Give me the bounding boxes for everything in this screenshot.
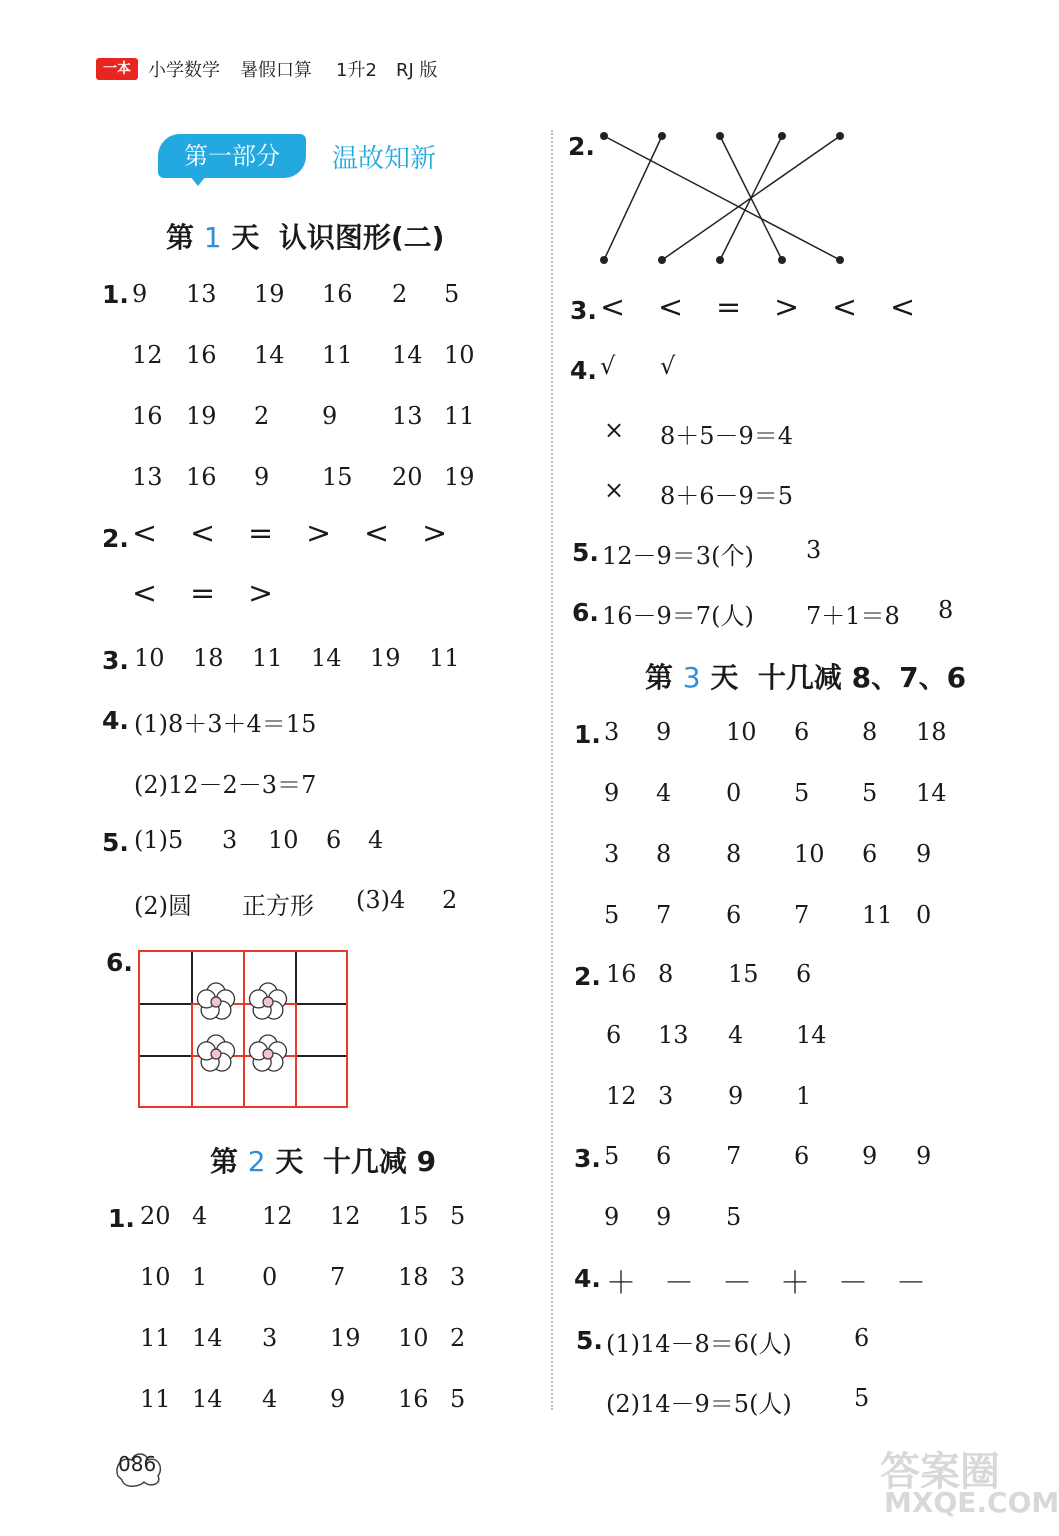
day1-q4-label: 4. (102, 706, 129, 735)
day1-q6-label: 6. (106, 948, 133, 977)
flower-icon (197, 983, 234, 1019)
day2-q1-label: 1. (108, 1204, 135, 1233)
answer-value: 2 (442, 886, 458, 914)
brand-logo: 一本 (96, 58, 138, 80)
day1-title: 第 1 天 认识图形(二) (166, 221, 445, 254)
answer-value: 8 (938, 596, 954, 624)
answer-value: 9 (604, 1203, 620, 1231)
answer-value: 3 (806, 536, 822, 564)
answer-value: 16 (606, 960, 637, 988)
answer-value: 9 (728, 1082, 744, 1110)
answer-value: 15 (322, 463, 353, 491)
compare-symbol: < (890, 290, 916, 325)
answer-value: 8 (656, 840, 672, 868)
answer-value: 14 (311, 644, 342, 672)
day2-q5-label: 5. (572, 538, 599, 567)
answer-value: 7 (330, 1263, 346, 1291)
equation: (1)14－8＝6(人) (606, 1330, 792, 1358)
answer-value: 14 (192, 1324, 223, 1352)
answer-value: (3)4 (356, 886, 406, 914)
answer-value: 12 (262, 1202, 293, 1230)
operator-symbol: － (722, 1266, 752, 1301)
answer-value: 3 (604, 718, 620, 746)
compare-symbol: < (190, 516, 216, 551)
compare-symbol: < (132, 576, 158, 611)
answer-value: 16 (186, 341, 217, 369)
day3-q2-label: 2. (574, 962, 601, 991)
answer-value: 6 (326, 826, 342, 854)
answer-value: 5 (862, 779, 878, 807)
answer-value: 3 (604, 840, 620, 868)
answer-value: 2 (450, 1324, 466, 1352)
header-book: 暑假口算 (240, 60, 312, 81)
day1-q1-label: 1. (102, 280, 129, 309)
answer-value: 11 (322, 341, 353, 369)
answer-value: 14 (254, 341, 285, 369)
answer-value: 9 (656, 718, 672, 746)
answer-value: 5 (450, 1202, 466, 1230)
answer-value: 20 (392, 463, 423, 491)
answer-value: 16 (186, 463, 217, 491)
cross-mark: × (604, 476, 625, 504)
flowers (138, 950, 348, 1108)
answer-value: 11 (429, 644, 460, 672)
equation: 16－9＝7(人) (602, 602, 754, 630)
answer-value: 10 (268, 826, 299, 854)
compare-symbol: > (422, 516, 448, 551)
answer-value: 5 (794, 779, 810, 807)
answer-value: 12 (606, 1082, 637, 1110)
page-number: 086 (118, 1452, 157, 1476)
equation: 12－9＝3(个) (602, 542, 754, 570)
answer-value: 5 (854, 1384, 870, 1412)
watermark-text: 答案圈 (880, 1449, 1000, 1495)
day3-title: 第 3 天 十几减 8、7、6 (645, 661, 967, 694)
answer-value: 11 (140, 1385, 171, 1413)
answer-value: 5 (604, 901, 620, 929)
day3-q4-label: 4. (574, 1264, 601, 1293)
day1-q5-label: 5. (102, 828, 129, 857)
answer-value: 9 (132, 280, 148, 308)
answer-value: 2 (254, 402, 270, 430)
operator-symbol: ＋ (606, 1266, 636, 1301)
answer-value: 2 (392, 280, 408, 308)
equation: 8＋5－9＝4 (660, 422, 794, 450)
answer-value: 12 (330, 1202, 361, 1230)
answer-value: 19 (254, 280, 285, 308)
answer-value: 12 (132, 341, 163, 369)
answer-value: 10 (134, 644, 165, 672)
day2-q6-label: 6. (572, 598, 599, 627)
day2-q2-label: 2. (568, 132, 595, 161)
header-grade: 1升2 (336, 60, 377, 81)
day1-q2-label: 2. (102, 524, 129, 553)
answer-value: 19 (370, 644, 401, 672)
answer-value: 4 (368, 826, 384, 854)
flower-icon (197, 1035, 234, 1071)
matching-diagram (590, 126, 860, 272)
answer-value: 8 (726, 840, 742, 868)
equation: (1)8＋3＋4＝15 (134, 710, 317, 738)
answer-value: 8 (862, 718, 878, 746)
answer-value: 13 (658, 1021, 689, 1049)
answer-value: 19 (330, 1324, 361, 1352)
compare-symbol: = (190, 576, 216, 611)
flower-grid (138, 950, 348, 1108)
operator-symbol: － (664, 1266, 694, 1301)
column-divider (551, 130, 553, 1410)
answer-value: 19 (444, 463, 475, 491)
answer-value: 6 (854, 1324, 870, 1352)
compare-symbol: < (132, 516, 158, 551)
answer-value: 11 (862, 901, 893, 929)
part-banner: 第一部分 (158, 134, 306, 178)
answer-value: 11 (444, 402, 475, 430)
answer-value: 5 (450, 1385, 466, 1413)
answer-value: 11 (140, 1324, 171, 1352)
day2-q3-label: 3. (570, 296, 597, 325)
compare-symbol: < (600, 290, 626, 325)
answer-value: 9 (656, 1203, 672, 1231)
equation: (2)12－2－3＝7 (134, 771, 317, 799)
answer-value: 18 (193, 644, 224, 672)
answer-value: 7 (726, 1142, 742, 1170)
answer-value: (2)圆 (134, 892, 192, 920)
answer-value: 9 (604, 779, 620, 807)
answer-value: 5 (726, 1203, 742, 1231)
answer-value: (1)5 (134, 826, 184, 854)
compare-symbol: > (774, 290, 800, 325)
answer-value: 6 (862, 840, 878, 868)
compare-symbol: > (306, 516, 332, 551)
compare-symbol: = (248, 516, 274, 551)
answer-value: 18 (916, 718, 947, 746)
answer-value: 6 (606, 1021, 622, 1049)
answer-value: 4 (728, 1021, 744, 1049)
answer-value: 9 (254, 463, 270, 491)
answer-value: 3 (222, 826, 238, 854)
answer-value: 4 (262, 1385, 278, 1413)
cross-mark: × (604, 416, 625, 444)
answer-value: 13 (392, 402, 423, 430)
answer-value: 4 (192, 1202, 208, 1230)
answer-value: 8 (658, 960, 674, 988)
equation: 8＋6－9＝5 (660, 482, 794, 510)
answer-value: 16 (132, 402, 163, 430)
answer-value: 0 (262, 1263, 278, 1291)
flower-icon (249, 1035, 286, 1071)
check-mark: √ (660, 352, 676, 380)
day2-q4-label: 4. (570, 356, 597, 385)
answer-value: 0 (726, 779, 742, 807)
day2-title: 第 2 天 十几减 9 (210, 1145, 437, 1178)
answer-value: 4 (656, 779, 672, 807)
answer-value: 11 (252, 644, 283, 672)
operator-symbol: － (838, 1266, 868, 1301)
day1-q3-label: 3. (102, 646, 129, 675)
answer-value: 16 (398, 1385, 429, 1413)
check-mark: √ (600, 352, 616, 380)
part-banner-tail (190, 176, 206, 186)
compare-symbol: = (716, 290, 742, 325)
answer-value: 15 (728, 960, 759, 988)
answer-value: 3 (262, 1324, 278, 1352)
answer-value: 18 (398, 1263, 429, 1291)
equation: 7＋1＝8 (806, 602, 900, 630)
watermark-url: MXQE.COM (884, 1486, 1059, 1519)
compare-symbol: < (658, 290, 684, 325)
answer-value: 5 (444, 280, 460, 308)
compare-symbol: > (248, 576, 274, 611)
header-edition: RJ 版 (396, 60, 438, 81)
answer-value: 10 (140, 1263, 171, 1291)
operator-symbol: － (896, 1266, 926, 1301)
answer-value: 10 (398, 1324, 429, 1352)
day3-q5-label: 5. (576, 1326, 603, 1355)
answer-value: 6 (794, 1142, 810, 1170)
operator-symbol: ＋ (780, 1266, 810, 1301)
answer-value: 14 (392, 341, 423, 369)
answer-value: 9 (322, 402, 338, 430)
answer-value: 3 (658, 1082, 674, 1110)
answer-value: 正方形 (242, 892, 314, 920)
answer-value: 6 (794, 718, 810, 746)
answer-value: 7 (656, 901, 672, 929)
answer-value: 6 (656, 1142, 672, 1170)
answer-value: 6 (796, 960, 812, 988)
answer-value: 10 (444, 341, 475, 369)
answer-value: 14 (916, 779, 947, 807)
answer-value: 3 (450, 1263, 466, 1291)
day3-q3-label: 3. (574, 1144, 601, 1173)
answer-value: 1 (796, 1082, 812, 1110)
answer-value: 13 (132, 463, 163, 491)
answer-value: 14 (192, 1385, 223, 1413)
answer-value: 19 (186, 402, 217, 430)
flower-icon (249, 983, 286, 1019)
answer-value: 16 (322, 280, 353, 308)
answer-value: 6 (726, 901, 742, 929)
answer-value: 1 (192, 1263, 208, 1291)
equation: (2)14－9＝5(人) (606, 1390, 792, 1418)
answer-value: 0 (916, 901, 932, 929)
day3-q1-label: 1. (574, 720, 601, 749)
answer-value: 14 (796, 1021, 827, 1049)
answer-value: 9 (862, 1142, 878, 1170)
answer-value: 13 (186, 280, 217, 308)
answer-value: 10 (794, 840, 825, 868)
answer-value: 5 (604, 1142, 620, 1170)
answer-value: 9 (916, 1142, 932, 1170)
answer-value: 15 (398, 1202, 429, 1230)
answer-value: 10 (726, 718, 757, 746)
compare-symbol: < (832, 290, 858, 325)
answer-value: 20 (140, 1202, 171, 1230)
answer-value: 9 (330, 1385, 346, 1413)
answer-value: 9 (916, 840, 932, 868)
header-subject: 小学数学 (148, 60, 220, 81)
compare-symbol: < (364, 516, 390, 551)
part-subtitle: 温故知新 (332, 144, 437, 174)
answer-value: 7 (794, 901, 810, 929)
